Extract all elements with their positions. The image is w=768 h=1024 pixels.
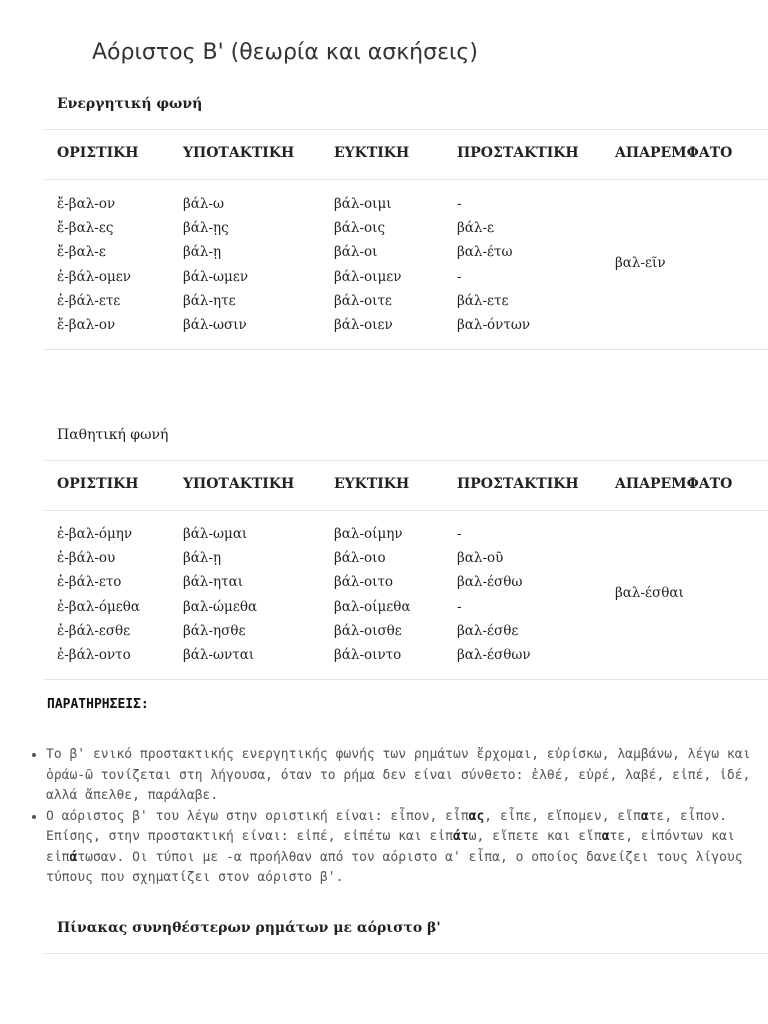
table-cell: - [457,598,462,615]
table-cell: ἐ-βάλ-εσθε [57,622,131,639]
note-emphasis: α [640,808,649,824]
table-cell: βάλ-ωνται [183,646,255,663]
divider [45,460,768,461]
table-cell: βάλ-οιτε [334,292,392,309]
table-cell: - [457,268,462,285]
active-header-oristiki: ΟΡΙΣΤΙΚΗ [57,145,139,161]
active-aparemfato-cell: βαλ-εῖν [615,255,666,271]
note-text: ω, εἴπετε και εἴπ [468,829,602,844]
table-cell: βάλ-οιντο [334,646,402,663]
table-cell: βαλ-οίμην [334,526,403,542]
table-cell: βάλ-ωμεν [183,268,249,285]
note-text: Ο αόριστος β' του λέγω στην οριστική είναι: εἶπον, εἶπ [46,808,469,824]
table-cell: βάλ-οις [334,220,386,237]
note-text: τωσαν. Οι τύποι με -α προήλθαν από τον αόριστο α' εἶπα, ο οποίος δανείζει τους λίγους τύπους που σχηματίζει στον αόριστο β'. [46,849,743,885]
passive-header-prostaktiki: ΠΡΟΣΤΑΚΤΙΚΗ [457,476,579,492]
page-title: Αόριστος Β' (θεωρία και ασκήσεις) [92,40,478,65]
table-cell: βάλ-ησθε [183,622,246,639]
note-text: τε, εἰπόντων και εἰπ [46,829,735,865]
table-cell: βάλ-ε [457,220,495,237]
table-cell: βάλ-ῃ [183,550,222,567]
note-emphasis: ά [69,849,78,865]
table-cell: ἔ-βαλ-ον [57,316,116,333]
note-emphasis: α [601,829,610,844]
table-cell: ἐ-βαλ-όμην [57,526,133,542]
table-cell: βάλ-οιτο [334,574,394,591]
active-ypotaktiki-column [183,192,248,337]
divider [45,510,768,511]
passive-aparemfato-cell: βαλ-έσθαι [615,585,684,601]
table-cell: ἐ-βάλ-οντο [57,646,131,663]
table-cell: - [457,526,462,542]
table-cell: βάλ-ηται [183,574,244,591]
passive-oristiki-column [57,522,140,667]
notes-heading: ΠΑΡΑΤΗΡΗΣΕΙΣ: [47,697,149,712]
table-cell: βάλ-οισθε [334,622,402,639]
table-cell: βαλ-έσθω [457,574,523,591]
table-cell: ἐ-βάλ-ομεν [57,268,131,285]
divider [45,179,768,180]
table-cell: ἔ-βαλ-ον [57,196,116,212]
passive-voice-heading: Παθητική φωνή [57,427,169,443]
active-voice-heading: Ενεργητική φωνή [57,96,203,112]
passive-ypotaktiki-column [183,522,257,667]
common-verbs-heading: Πίνακας συνηθέστερων ρημάτων με αόριστο β' [57,920,441,936]
divider [45,129,768,130]
table-cell: βάλ-ω [183,196,225,212]
table-cell: βαλ-οίμεθα [334,598,411,615]
table-cell: βάλ-ητε [183,292,236,309]
notes-list [20,745,761,889]
note-emphasis: άτ [453,829,469,844]
table-cell: βαλ-έσθων [457,646,531,663]
table-cell: βάλ-οιεν [334,316,393,333]
active-euktiki-column [334,192,401,337]
table-cell: βαλ-οῦ [457,550,504,567]
note-item [46,745,761,807]
table-cell: ἔ-βαλ-ε [57,244,106,261]
passive-euktiki-column [334,522,410,667]
passive-header-oristiki: ΟΡΙΣΤΙΚΗ [57,476,139,492]
active-header-ypotaktiki: ΥΠΟΤΑΚΤΙΚΗ [183,145,295,161]
active-oristiki-column [57,192,131,337]
active-prostaktiki-column [457,192,530,337]
active-header-euktiki: ΕΥΚΤΙΚΗ [334,145,410,161]
note-emphasis: ας [468,808,485,824]
divider [45,349,768,350]
note-item [46,807,761,889]
active-header-prostaktiki: ΠΡΟΣΤΑΚΤΙΚΗ [457,145,579,161]
table-cell: - [457,196,462,212]
note-text: Το β' ενικό προστακτικής ενεργητικής φωνής των ρημάτων ἔρχομαι, εὑρίσκω, λαμβάνω, λέγω και ὁράω-ῶ τονίζεται στη λήγουσα, όταν το ρήμα δεν είναι σύνθετο: ἐλθέ, εὑρέ, λαβέ, εἰπέ, ἰδέ, αλλά ἄπελθε, παράλαβε. [46,747,751,803]
passive-prostaktiki-column [457,522,531,667]
note-text: τε, εἶπον. Επίσης, στην προστακτική είναι: εἰπέ, εἰπέτω και εἰπ [46,808,727,844]
table-cell: βάλ-ωσιν [183,316,247,333]
table-cell: βαλ-έτω [457,244,513,261]
table-cell: βαλ-όντων [457,316,531,333]
table-cell: βάλ-οιμεν [334,268,402,285]
table-cell: ἐ-βάλ-ετε [57,292,121,309]
table-cell: βαλ-έσθε [457,622,519,639]
table-cell: βάλ-ωμαι [183,526,248,542]
passive-header-aparemfato: ΑΠΑΡΕΜΦΑΤΟ [615,476,733,492]
table-cell: ἐ-βάλ-ετο [57,574,122,591]
table-cell: βάλ-οι [334,244,378,261]
table-cell: ἐ-βάλ-ου [57,550,116,567]
table-cell: βάλ-ετε [457,292,509,309]
divider [45,679,768,680]
table-cell: βαλ-ώμεθα [183,598,258,615]
passive-header-ypotaktiki: ΥΠΟΤΑΚΤΙΚΗ [183,476,295,492]
table-cell: βάλ-οιο [334,550,386,567]
active-header-aparemfato: ΑΠΑΡΕΜΦΑΤΟ [615,145,733,161]
divider [45,953,768,954]
table-cell: βάλ-ῃς [183,220,229,237]
table-cell: ἐ-βαλ-όμεθα [57,598,140,615]
table-cell: βάλ-ῃ [183,244,222,261]
table-cell: ἔ-βαλ-ες [57,220,114,237]
table-cell: βάλ-οιμι [334,196,392,212]
note-text: , εἶπε, εἴπομεν, εἴπ [484,808,641,824]
passive-header-euktiki: ΕΥΚΤΙΚΗ [334,476,410,492]
